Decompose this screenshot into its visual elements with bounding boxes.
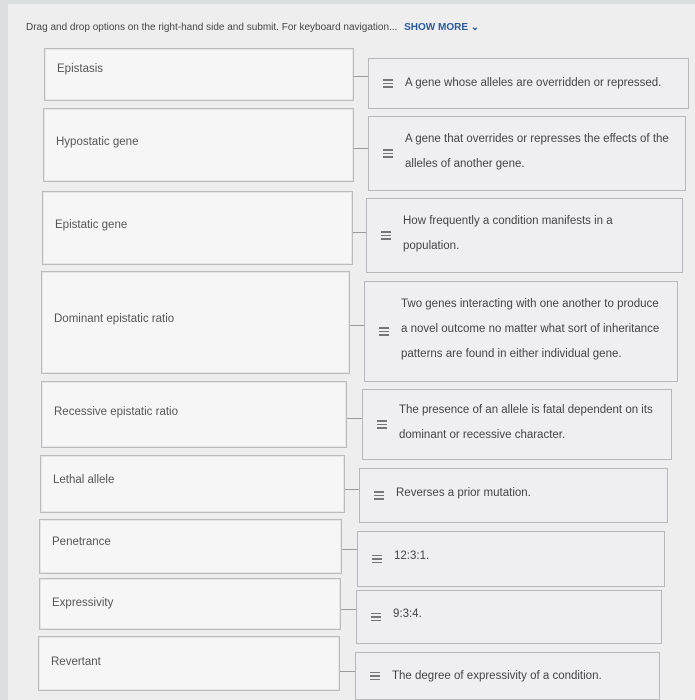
answer-card[interactable] bbox=[355, 652, 660, 700]
answer-text-line: Reverses a prior mutation. bbox=[396, 487, 531, 499]
drop-connector bbox=[347, 418, 363, 419]
show-more-link[interactable] bbox=[404, 22, 479, 33]
answer-text-line: How frequently a condition manifests in a bbox=[403, 215, 613, 227]
term-label: Penetrance bbox=[52, 536, 111, 548]
answer-text-line: dominant or recessive character. bbox=[399, 429, 566, 441]
answer-text-line: The presence of an allele is fatal dependent on its bbox=[399, 404, 653, 416]
answer-text-line: a novel outcome no matter what sort of inheritance bbox=[401, 323, 660, 335]
term-box-hypostatic-gene bbox=[43, 108, 354, 182]
chevron-down-icon: ⌄ bbox=[470, 22, 480, 33]
drag-handle-icon[interactable] bbox=[369, 282, 399, 381]
drop-connector bbox=[342, 549, 358, 550]
answer-text-line: alleles of another gene. bbox=[405, 158, 525, 170]
answer-text-line: patterns are found in either individual gene. bbox=[401, 348, 622, 360]
show-more-label: SHOW MORE bbox=[404, 22, 469, 33]
drag-handle-icon[interactable] bbox=[362, 532, 392, 586]
answer-card[interactable] bbox=[362, 389, 672, 460]
term-box-dominant-epistatic-ratio bbox=[41, 271, 350, 374]
term-box-epistasis bbox=[44, 48, 354, 101]
instructions-text: Drag and drop options on the right-hand side and submit. For keyboard navigation... bbox=[26, 22, 398, 33]
answer-card[interactable] bbox=[357, 531, 665, 587]
answer-card[interactable] bbox=[366, 198, 683, 273]
answer-card[interactable] bbox=[368, 58, 689, 109]
drag-handle-icon[interactable] bbox=[361, 591, 391, 643]
term-box-recessive-epistatic-ratio bbox=[41, 381, 347, 448]
answer-text-line: population. bbox=[403, 240, 460, 252]
instructions bbox=[26, 22, 479, 33]
term-label: Dominant epistatic ratio bbox=[54, 313, 175, 325]
drag-handle-icon[interactable] bbox=[364, 469, 394, 522]
answer-text-line: A gene that overrides or represses the effects of the bbox=[405, 133, 669, 145]
term-label: Recessive epistatic ratio bbox=[54, 406, 178, 418]
term-label: Expressivity bbox=[52, 597, 114, 609]
term-label: Lethal allele bbox=[53, 474, 115, 486]
answer-card[interactable] bbox=[356, 590, 662, 644]
term-box-epistatic-gene bbox=[42, 191, 353, 265]
answer-text-line: 9:3:4. bbox=[393, 608, 422, 620]
term-label: Revertant bbox=[51, 656, 101, 668]
answer-text-line: Two genes interacting with one another to produce bbox=[401, 298, 659, 310]
term-label: Epistasis bbox=[57, 63, 104, 75]
term-label: Epistatic gene bbox=[55, 219, 128, 231]
drag-handle-icon[interactable] bbox=[360, 653, 390, 699]
answer-text-line: A gene whose alleles are overridden or repressed. bbox=[405, 77, 662, 89]
answer-card[interactable] bbox=[368, 116, 686, 191]
drag-handle-icon[interactable] bbox=[373, 59, 403, 108]
term-box-expressivity bbox=[39, 578, 341, 630]
answer-card[interactable] bbox=[364, 281, 678, 382]
term-box-lethal-allele bbox=[40, 455, 345, 513]
answer-card[interactable] bbox=[359, 468, 668, 523]
term-box-revertant bbox=[38, 636, 340, 691]
answer-text-line: The degree of expressivity of a condition. bbox=[392, 670, 602, 682]
term-box-penetrance bbox=[39, 519, 342, 574]
drag-handle-icon[interactable] bbox=[371, 199, 401, 272]
drag-handle-icon[interactable] bbox=[373, 117, 403, 190]
drop-connector bbox=[341, 609, 357, 610]
term-label: Hypostatic gene bbox=[56, 136, 139, 148]
drag-handle-icon[interactable] bbox=[367, 390, 397, 459]
drop-connector bbox=[340, 671, 356, 672]
answer-text-line: 12:3:1. bbox=[394, 550, 430, 562]
